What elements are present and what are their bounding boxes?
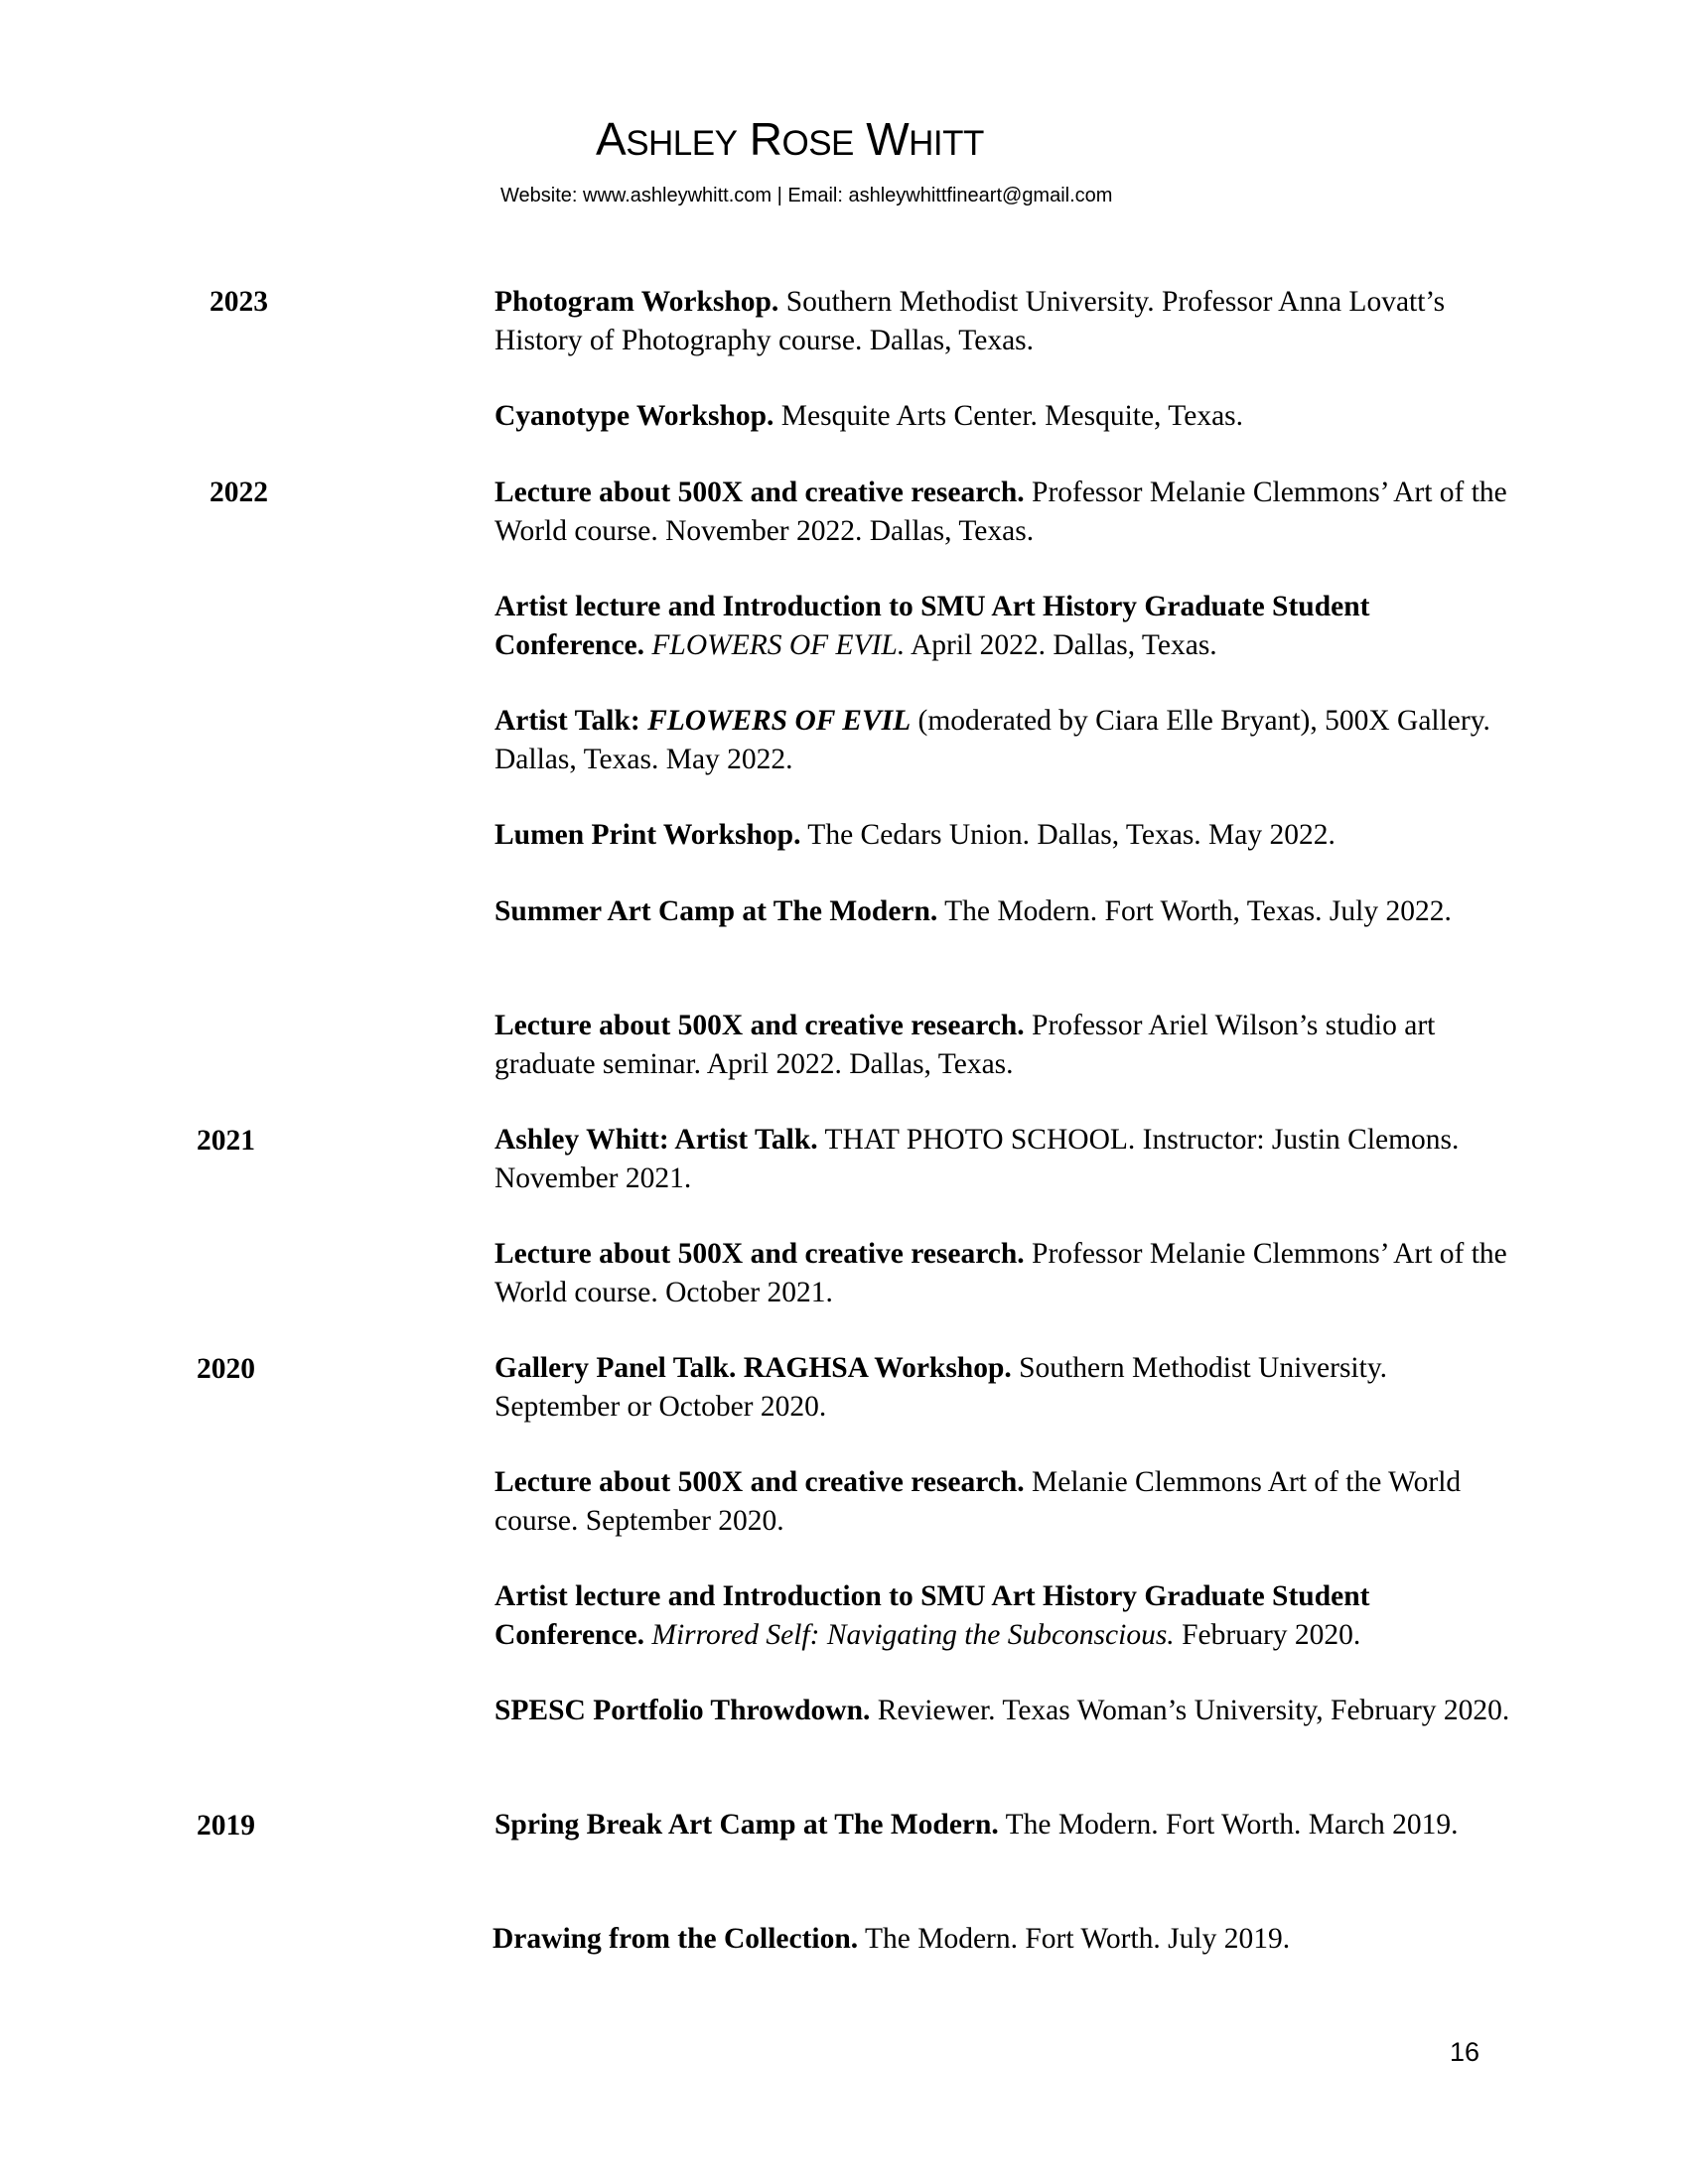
entry-title: Artist lecture and Introduction to SMU Art History Graduate Student Conference.: [494, 591, 1370, 661]
entry-text: Southern Methodist University. September or October 2020.: [494, 1352, 1388, 1423]
year-label-2020: 2020: [197, 1353, 255, 1385]
entry-text: April 2022. Dallas, Texas.: [905, 628, 1217, 661]
entry-text: February 2020.: [1174, 1618, 1361, 1651]
entry-text: Professor Ariel Wilson’s studio art graduate seminar. April 2022. Dallas, Texas.: [494, 1010, 1436, 1080]
entry-title: Lecture about 500X and creative research.: [494, 1010, 1025, 1041]
entry-title: Artist lecture and Introduction to SMU Art History Graduate Student Conference.: [494, 1580, 1370, 1651]
contact-line: Website: www.ashleywhitt.com | Email: ashleywhittfineart@gmail.com: [500, 185, 1113, 206]
entry-title: Lecture about 500X and creative research.: [494, 1238, 1025, 1270]
list-item: [494, 702, 1517, 778]
entry-text: The Modern. Fort Worth. March 2019.: [998, 1809, 1459, 1841]
entry-title: Gallery Panel Talk. RAGHSA Workshop.: [494, 1352, 1012, 1384]
entry-text: Reviewer. Texas Woman’s University, February 2020.: [870, 1695, 1510, 1726]
entry-title: SPESC Portfolio Throwdown.: [494, 1695, 871, 1726]
year-label-2019: 2019: [197, 1810, 255, 1842]
list-item: [494, 1235, 1517, 1311]
entry-work-title: Mirrored Self: Navigating the Subconscious.: [644, 1618, 1175, 1651]
list-item: [494, 892, 1517, 931]
entry-title: Spring Break Art Camp at The Modern.: [494, 1809, 999, 1841]
entry-text: The Cedars Union. Dallas, Texas. May 2022.: [800, 819, 1336, 851]
list-item: [494, 283, 1517, 359]
year-label-2023: 2023: [210, 286, 268, 318]
entry-title: Photogram Workshop.: [494, 286, 779, 318]
year-label-2022: 2022: [210, 477, 268, 508]
entry-text: Mesquite Arts Center. Mesquite, Texas.: [774, 400, 1244, 432]
list-item: [494, 1806, 1517, 1844]
list-item: [494, 816, 1517, 855]
list-item: [494, 1463, 1517, 1540]
name-rest-1: SHLEY: [626, 124, 738, 163]
name-initial-3: W: [866, 113, 910, 165]
name-rest-2: OSE: [781, 124, 854, 163]
page-number: 16: [1450, 2037, 1480, 2067]
list-item: [494, 1007, 1517, 1083]
entry-text: Professor Melanie Clemmons’ Art of the World course. October 2021.: [494, 1238, 1507, 1308]
entry-text: Southern Methodist University. Professor Anna Lovatt’s History of Photography course. Dallas, Texas.: [494, 286, 1446, 356]
entry-title: Summer Art Camp at The Modern.: [494, 895, 938, 927]
entry-title: Artist Talk:: [494, 705, 648, 737]
list-item: [494, 397, 1517, 436]
list-item: [494, 474, 1517, 550]
list-item: [494, 1577, 1517, 1654]
entry-text: Melanie Clemmons Art of the World course. September 2020.: [494, 1466, 1462, 1537]
entry-text: THAT PHOTO SCHOOL. Instructor: Justin Clemons. November 2021.: [494, 1124, 1460, 1194]
entry-title: Lecture about 500X and creative research.: [494, 1466, 1025, 1498]
entry-text: Professor Melanie Clemmons’ Art of the World course. November 2022. Dallas, Texas.: [494, 477, 1507, 547]
entry-title: Lecture about 500X and creative research.: [494, 477, 1025, 508]
name-rest-3: HITT: [909, 124, 984, 163]
list-item: [494, 1692, 1517, 1730]
list-item: [494, 1121, 1517, 1197]
entry-title: Cyanotype Workshop.: [494, 400, 774, 432]
entry-text: The Modern. Fort Worth. July 2019.: [858, 1923, 1291, 1955]
list-item: [494, 588, 1517, 664]
list-item: [494, 1349, 1517, 1426]
entry-title: Lumen Print Workshop.: [494, 819, 801, 851]
entry-text: The Modern. Fort Worth, Texas. July 2022.: [937, 895, 1452, 927]
entry-work-title: FLOWERS OF EVIL.: [644, 628, 906, 661]
name-initial-2: R: [749, 113, 782, 165]
name-initial-1: A: [596, 113, 627, 165]
entry-work-title: FLOWERS OF EVIL: [647, 705, 912, 737]
entry-text: (moderated by Ciara Elle Bryant), 500X Gallery. Dallas, Texas. May 2022.: [494, 705, 1490, 775]
list-item: [492, 1920, 1515, 1959]
entry-title: Drawing from the Collection.: [492, 1923, 859, 1955]
year-label-2021: 2021: [197, 1125, 255, 1157]
entry-title: Ashley Whitt: Artist Talk.: [494, 1124, 818, 1156]
